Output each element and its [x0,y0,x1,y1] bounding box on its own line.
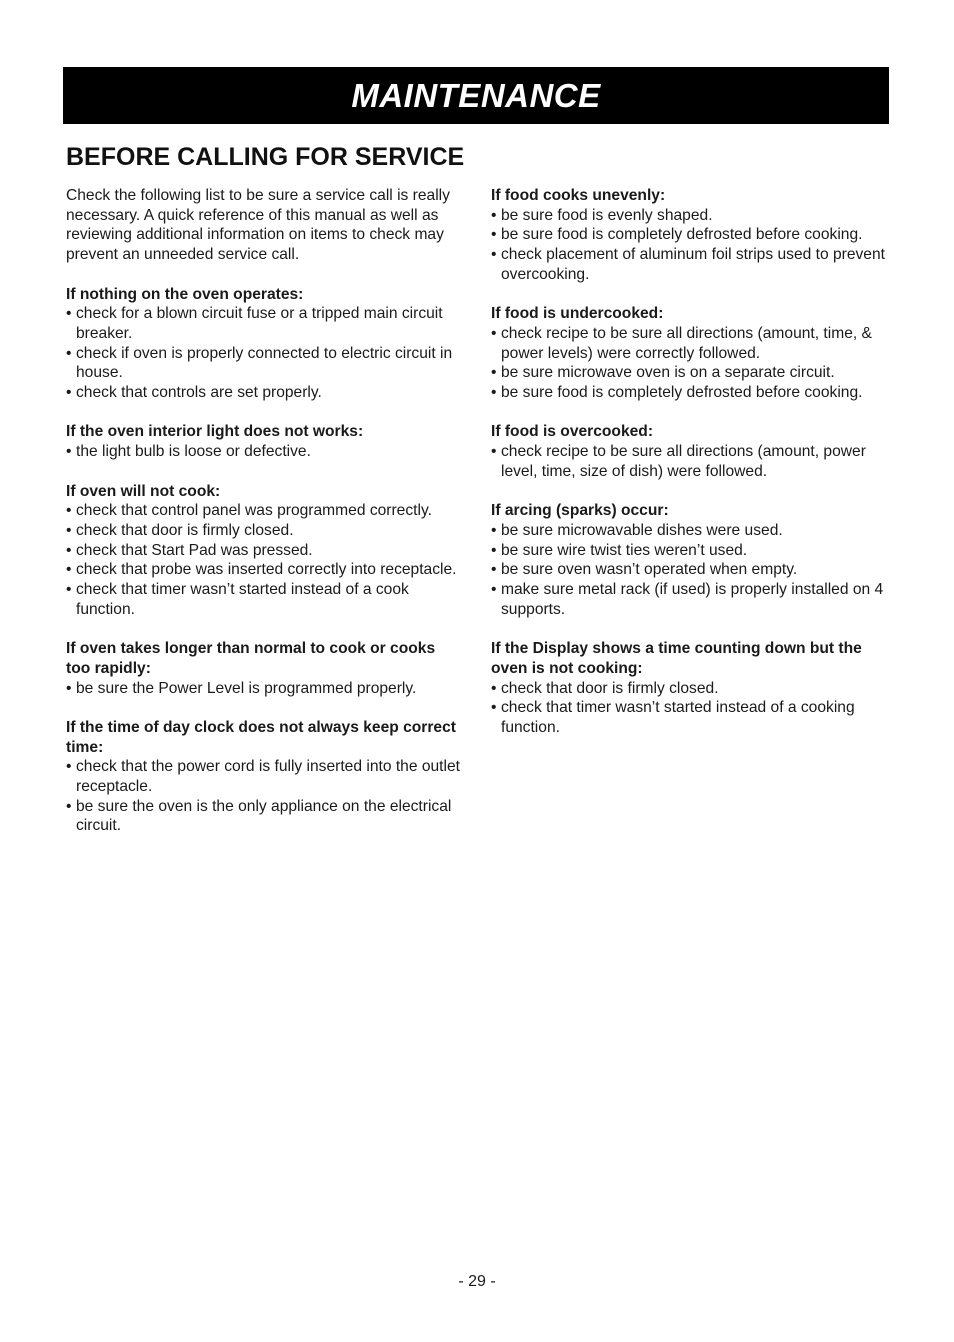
troubleshoot-section [491,639,891,738]
list-item: • be sure the oven is the only appliance on the electrical circuit. [66,797,461,836]
list-item: • check if oven is properly connected to electric circuit in house. [66,344,461,383]
right-column [491,186,891,757]
section-heading: BEFORE CALLING FOR SERVICE [66,143,465,171]
list-item: • check that timer wasn’t started instead of a cook function. [66,580,461,619]
check-list [66,757,461,836]
list-item: • check that door is firmly closed. [491,679,891,699]
check-list [491,206,891,285]
list-item: • check that timer wasn’t started instead of a cooking function. [491,698,891,737]
list-item: • be sure the Power Level is programmed properly. [66,679,461,699]
list-item: • check that door is firmly closed. [66,521,461,541]
right-sections [491,186,891,738]
troubleshoot-section [66,422,461,461]
check-list [491,521,891,620]
list-item: • check placement of aluminum foil strips used to prevent overcooking. [491,245,891,284]
list-item: • be sure microwavable dishes were used. [491,521,891,541]
list-item: • check that Start Pad was pressed. [66,541,461,561]
list-item: • be sure food is completely defrosted before cooking. [491,383,891,403]
troubleshoot-section [66,639,461,698]
list-item: • check for a blown circuit fuse or a tripped main circuit breaker. [66,304,461,343]
section-title: If arcing (sparks) occur: [491,502,669,520]
list-item: • make sure metal rack (if used) is properly installed on 4 supports. [491,580,891,619]
check-list [66,679,461,699]
list-item: • check recipe to be sure all directions (amount, power level, time, size of dish) were followed. [491,442,891,481]
troubleshoot-section [491,501,891,619]
list-item: • be sure oven wasn’t operated when empty. [491,560,891,580]
check-list [491,324,891,403]
list-item: • be sure wire twist ties weren’t used. [491,541,891,561]
section-title: If oven will not cook: [66,482,221,500]
list-item: • the light bulb is loose or defective. [66,442,461,462]
list-item: • check that the power cord is fully inserted into the outlet receptacle. [66,757,461,796]
left-column [66,186,461,856]
section-title: If oven takes longer than normal to cook or cooks too rapidly: [66,640,436,677]
page-number: - 29 - [458,1273,496,1290]
troubleshoot-section [66,482,461,620]
section-title: If food cooks unevenly: [491,187,666,204]
section-title: If the Display shows a time counting down but the oven is not cooking: [491,640,862,677]
list-item: • check that control panel was programmed correctly. [66,501,461,521]
header-banner [63,67,889,124]
check-list [66,442,461,462]
list-item: • be sure microwave oven is on a separate circuit. [491,363,891,383]
check-list [491,679,891,738]
troubleshoot-section [491,422,891,481]
section-title: If the time of day clock does not always keep correct time: [66,718,456,756]
left-sections [66,285,461,837]
troubleshoot-section [491,304,891,403]
list-item: • be sure food is evenly shaped. [491,206,891,226]
section-title: If the oven interior light does not works: [66,423,364,441]
section-title: If nothing on the oven operates: [66,285,304,303]
list-item: • be sure food is completely defrosted before cooking. [491,225,891,245]
list-item: • check recipe to be sure all directions (amount, time, & power levels) were correctly followed. [491,324,891,363]
list-item: • check that probe was inserted correctly into receptacle. [66,560,461,580]
section-title: If food is overcooked: [491,423,654,441]
intro-paragraph: Check the following list to be sure a service call is really necessary. A quick reference of this manual as well as reviewing additional information on items to check may prevent an unneeded service call. [66,187,450,264]
list-item: • check that controls are set properly. [66,383,461,403]
page-title: MAINTENANCE [351,76,601,114]
check-list [491,442,891,481]
troubleshoot-section [491,186,891,285]
check-list [66,304,461,403]
troubleshoot-section [66,285,461,403]
check-list [66,501,461,619]
troubleshoot-section [66,718,461,836]
section-title: If food is undercooked: [491,305,664,323]
